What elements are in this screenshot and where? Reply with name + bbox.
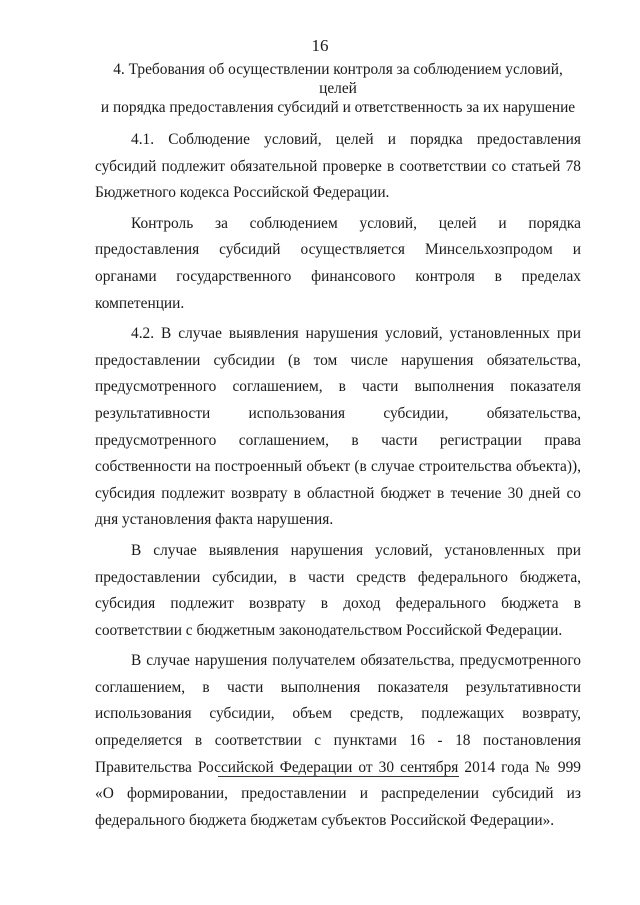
paragraph-4-1: 4.1. Соблюдение условий, целей и порядка предоставления субсидий подлежит обязательной проверке в соответствии со статьей 78 Бюджетного кодекса Российской Федерации. xyxy=(95,131,581,202)
document-body xyxy=(95,60,581,838)
section-heading-line-1: 4. Требования об осуществлении контроля за соблюдением условий, целей xyxy=(113,61,563,97)
paragraph-control: Контроль за соблюдением условий, целей и порядка предоставления субсидий осуществляется Минсельхозпродом и органами государственного финансового контроля в пределах компетенции. xyxy=(95,214,581,312)
section-heading xyxy=(95,60,581,117)
section-heading-line-2: и порядка предоставления субсидий и ответственность за их нарушение xyxy=(100,99,576,116)
paragraph-4-2: 4.2. В случае выявления нарушения условий, установленных при предоставлении субсидии (в том числе нарушения обязательства, предусмотренного соглашением, в части выполнения показателя результативности использования субсидии, обязательства, предусмотренного соглашением, в части регистрации права собственности на построенный объект (в случае строительства объекта)), субсидия подлежит возврату в областной бюджет в течение 30 дней со дня установления факта нарушения. xyxy=(95,325,581,529)
page-number: 16 xyxy=(311,36,329,55)
paragraph-federal-funds: В случае выявления нарушения условий, установленных при предоставлении субсидии, в части средств федерального бюджета, субсидия подлежит возврату в доход федерального бюджета в соответствии с бюджетным законодательством Российской Федерации. xyxy=(95,541,581,639)
end-rule xyxy=(218,776,459,777)
paragraph-volume-return: В случае нарушения получателем обязательства, предусмотренного соглашением, в части выполнения показателя результативности использования субсидии, объем средств, подлежащих возврату, определяется в соответствии с пунктами 16 - 18 постановления Правительства Российской Федерации от 30 сентября 2014 года № 999 «О формировании, предоставлении и распределении субсидий из федерального бюджета бюджетам субъектов Российской Федерации». xyxy=(95,652,581,829)
